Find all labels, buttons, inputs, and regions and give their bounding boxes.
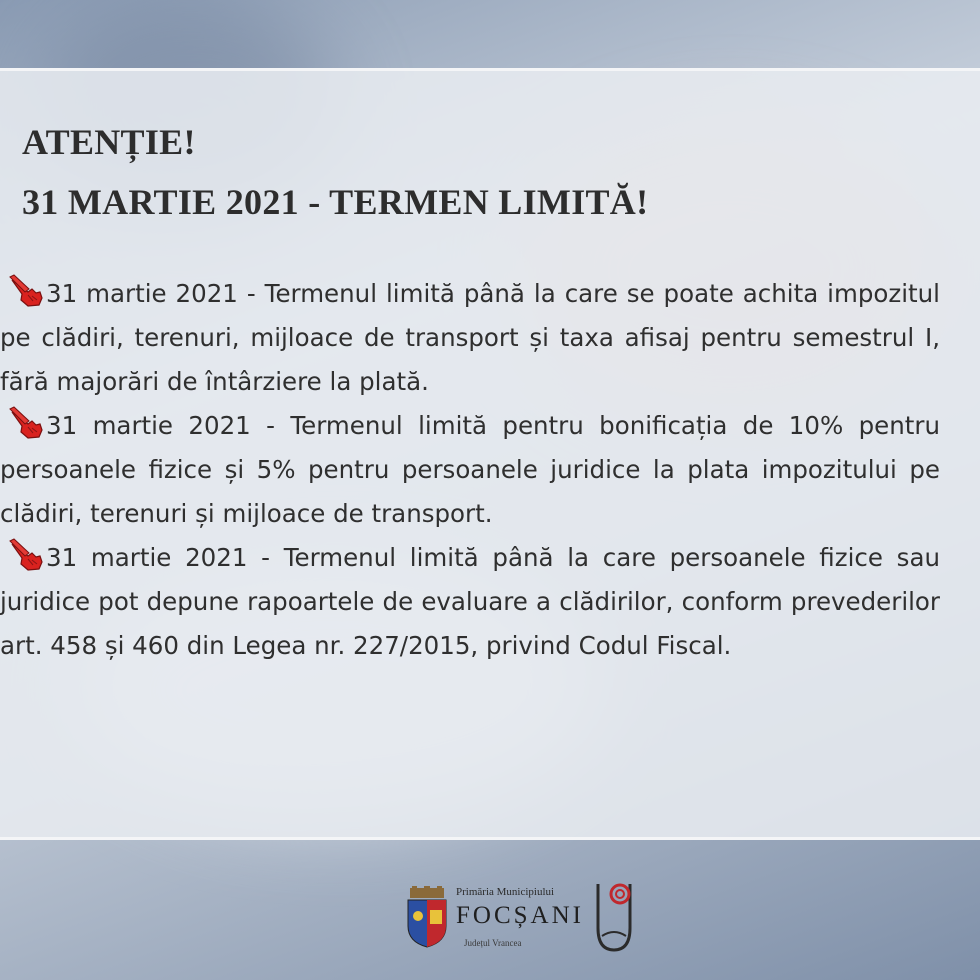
title-line-2: 31 MARTIE 2021 - TERMEN LIMITĂ! xyxy=(22,182,649,222)
list-item-text: 31 martie 2021 - Termenul limită până la care persoanele fizice sau juridice pot depune rapoartele de evaluare a clădirilor, conform prevederilor art. 458 și 460 din Legea nr. 227/2015, privind Codul Fiscal. xyxy=(0,543,940,660)
pointing-hand-icon xyxy=(6,272,46,308)
page-title xyxy=(22,112,648,232)
pointing-hand-icon xyxy=(6,404,46,440)
list-item xyxy=(0,536,940,668)
list-item xyxy=(0,404,940,536)
title-line-1: ATENȚIE! xyxy=(22,122,196,162)
list-item-text: 31 martie 2021 - Termenul limită până la care se poate achita impozitul pe clădiri, terenuri, mijloace de transport și taxa afisaj pentru semestrul I, fără majorări de întârziere la plată. xyxy=(0,279,940,396)
logo-line-1: Primăria Municipiului xyxy=(456,886,555,898)
list-item xyxy=(0,272,940,404)
logo-city-name: FOCȘANI xyxy=(456,902,584,929)
logo-line-3: Județul Vrancea xyxy=(464,938,522,948)
list-item-text: 31 martie 2021 - Termenul limită pentru bonificația de 10% pentru persoanele fizice și 5% pentru persoanele juridice la plata impozitului pe clădiri, terenuri și mijloace de transport. xyxy=(0,411,940,528)
deadline-list xyxy=(0,272,940,668)
u-handshake-logo-icon xyxy=(594,880,634,956)
coat-of-arms-icon xyxy=(404,886,450,948)
city-hall-logo xyxy=(404,880,634,960)
pointing-hand-icon xyxy=(6,536,46,572)
